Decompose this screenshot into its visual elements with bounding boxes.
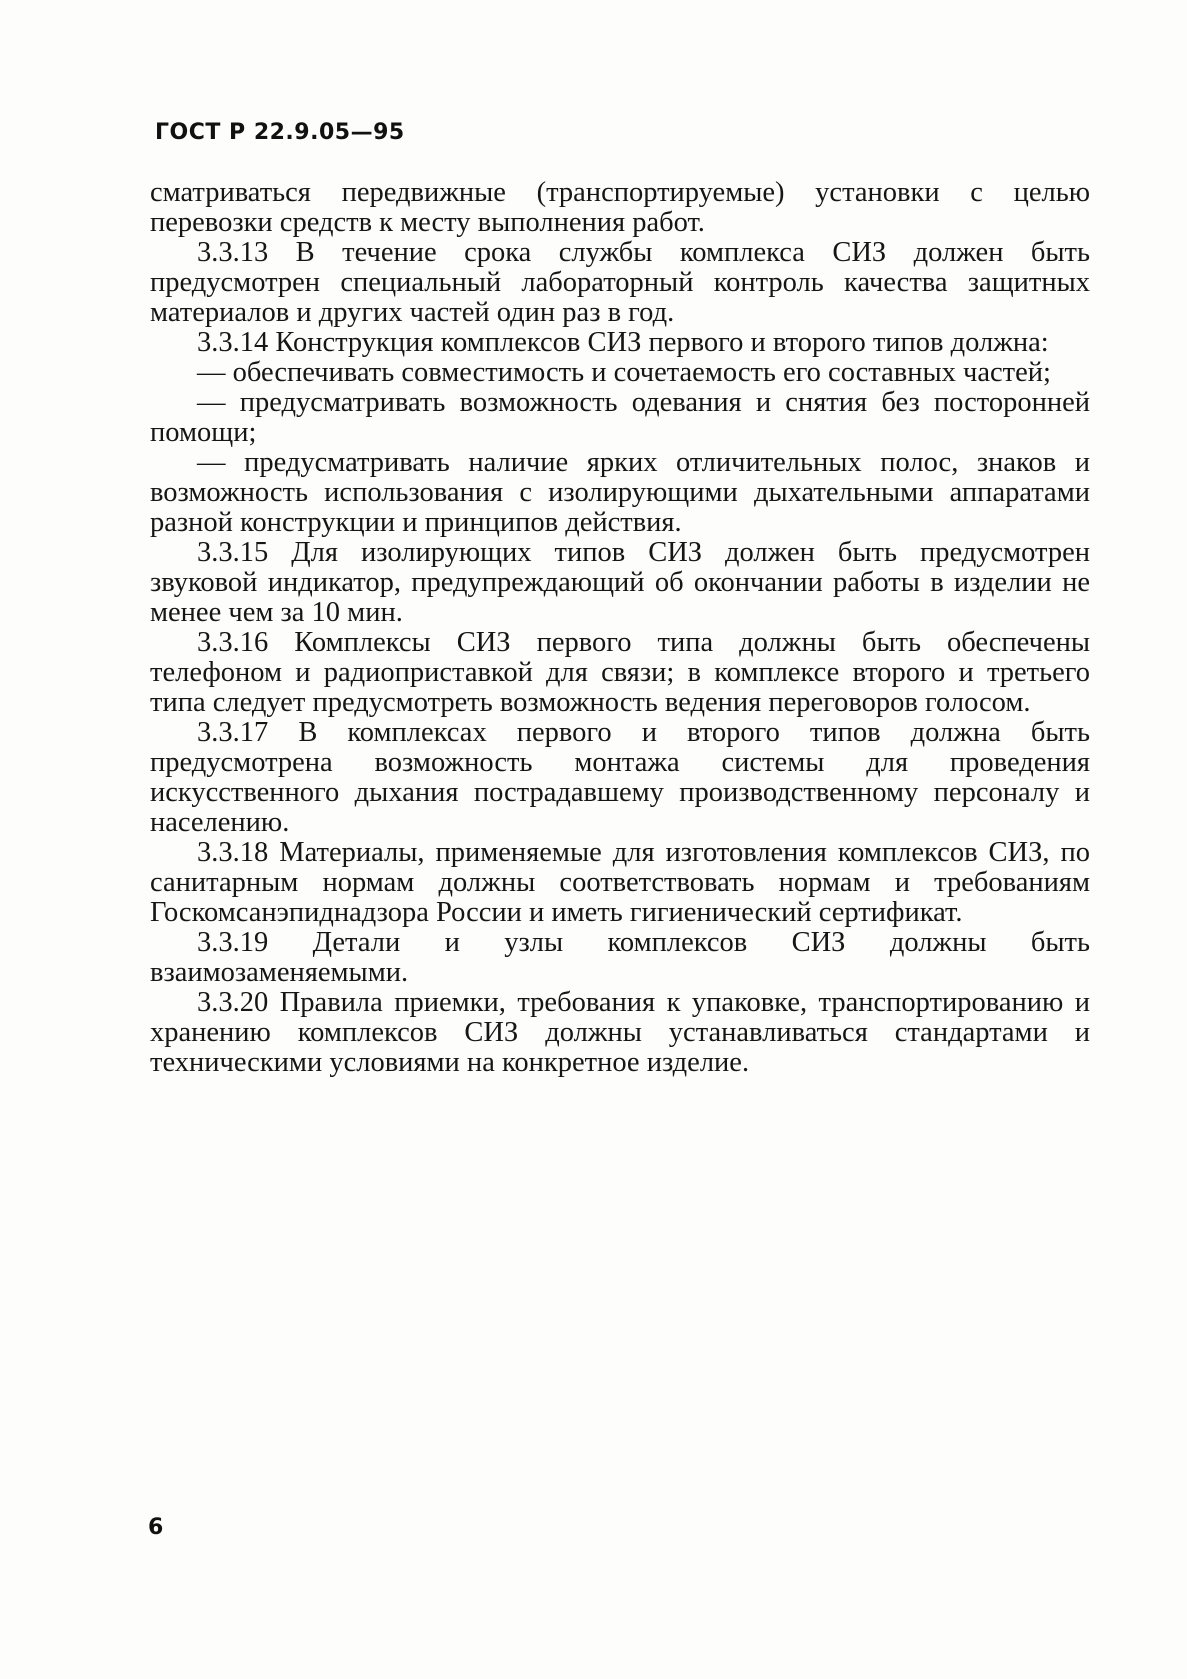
document-body: [150, 178, 1090, 1078]
page-number: 6: [148, 1515, 164, 1540]
paragraph-continuation: сматриваться передвижные (транспортируемые) установки с целью перевозки средств к месту выполнения работ.: [150, 177, 1090, 238]
paragraph-3-3-14: 3.3.14 Конструкция комплексов СИЗ первого и второго типов должна:: [197, 327, 1049, 358]
paragraph-3-3-19: 3.3.19 Детали и узлы комплексов СИЗ должны быть взаимозаменяемыми.: [150, 927, 1090, 988]
list-item-dressing: — предусматривать возможность одевания и снятия без посторонней помощи;: [150, 387, 1090, 448]
paragraph-3-3-18: 3.3.18 Материалы, применяемые для изготовления комплексов СИЗ, по санитарным нормам должны соответствовать нормам и требованиям Госкомсанэпиднадзора России и иметь гигиенический сертификат.: [150, 837, 1090, 928]
paragraph-3-3-15: 3.3.15 Для изолирующих типов СИЗ должен быть предусмотрен звуковой индикатор, предупреждающий об окончании работы в изделии не менее чем за 10 мин.: [150, 537, 1090, 628]
document-header: ГОСТ Р 22.9.05—95: [155, 120, 405, 145]
list-item-compatibility: — обеспечивать совместимость и сочетаемость его составных частей;: [197, 357, 1051, 388]
paragraph-3-3-20: 3.3.20 Правила приемки, требования к упаковке, транспортированию и хранению комплексов СИЗ должны устанавливаться стандартами и техническими условиями на конкретное изделие.: [150, 987, 1090, 1078]
paragraph-3-3-13: 3.3.13 В течение срока службы комплекса СИЗ должен быть предусмотрен специальный лабораторный контроль качества защитных материалов и других частей один раз в год.: [150, 237, 1090, 328]
list-item-markings: — предусматривать наличие ярких отличительных полос, знаков и возможность использования с изолирующими дыхательными аппаратами разной конструкции и принципов действия.: [150, 447, 1090, 538]
paragraph-3-3-17: 3.3.17 В комплексах первого и второго типов должна быть предусмотрена возможность монтажа системы для проведения искусственного дыхания пострадавшему производственному персоналу и населению.: [150, 717, 1090, 838]
paragraph-3-3-16: 3.3.16 Комплексы СИЗ первого типа должны быть обеспечены телефоном и радиоприставкой для связи; в комплексе второго и третьего типа следует предусмотреть возможность ведения переговоров голосом.: [150, 627, 1090, 718]
